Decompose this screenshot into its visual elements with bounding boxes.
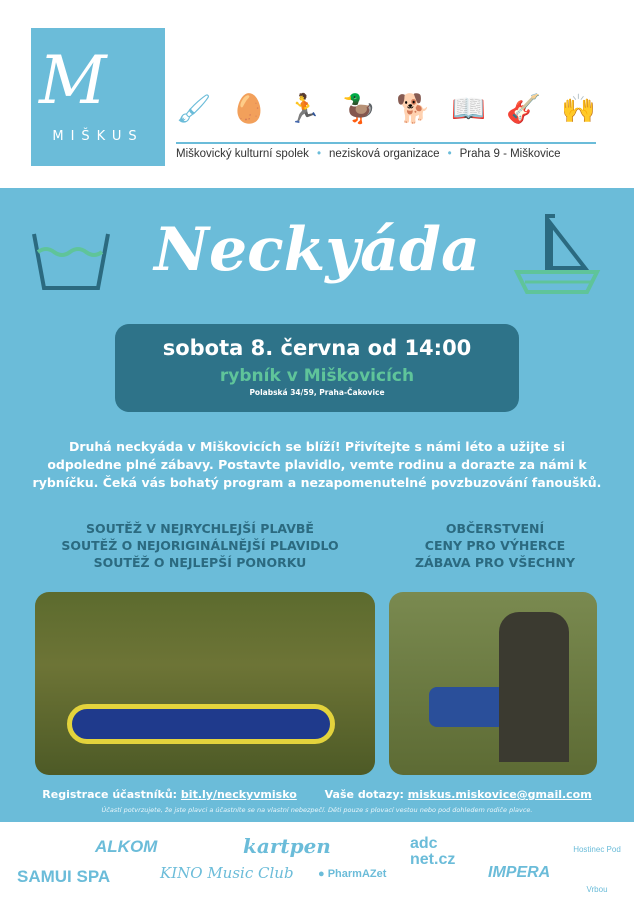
tagline-type: nezisková organizace: [328, 148, 440, 160]
event-date: sobota 8. června od 14:00: [162, 336, 472, 360]
photo-inflatable-boat: [35, 592, 375, 775]
logo-mark: M: [39, 42, 107, 119]
sponsor-kartpen: kartpen: [243, 834, 331, 858]
safety-note: Účastí potvrzujete, že jste plavci a účastníte se na vlastní nebezpečí. Děti pouze s plovací vestou nebo pod dohledem rodiče plavce.: [101, 806, 533, 814]
tagline-location: Praha 9 - Miškovice: [459, 148, 561, 160]
sponsor-samui: SAMUI SPA: [17, 867, 111, 886]
sponsor-kino: KINO Music Club: [160, 864, 294, 882]
activity-icons: [176, 92, 596, 125]
sponsor-adcnet: adc net.cz: [410, 835, 456, 868]
list-item: SOUTĚŽ O NEJLEPŠÍ PONORKU: [93, 555, 307, 570]
pharmazet-text: PharmAZet: [327, 868, 387, 880]
miskus-logo: [31, 28, 165, 166]
logo-text: MIŠKUS: [52, 129, 144, 144]
event-address: Polabská 34/59, Praha-Čakovice: [249, 388, 385, 397]
dancer-icon: 🙌: [561, 92, 596, 125]
list-item: ZÁBAVA PRO VŠECHNY: [414, 555, 576, 570]
event-place: rybník v Miškovicích: [219, 366, 415, 386]
registration-label: Registrace účastníků:: [42, 788, 178, 801]
contact-line: [0, 788, 634, 801]
tagline-org: Miškovický kulturní spolek: [176, 148, 309, 160]
dog-icon: 🐕: [396, 92, 432, 125]
guitar-icon: 🎸: [506, 92, 542, 125]
tagline: Miškovický kulturní spolek • nezisková organizace • Praha 9 - Miškovice: [176, 148, 561, 160]
event-info-box: [115, 324, 519, 412]
sponsor-impera: IMPERA: [488, 864, 551, 881]
sponsor-alkom: ALKOM: [95, 837, 158, 856]
list-item: SOUTĚŽ V NEJRYCHLEJŠÍ PLAVBĚ: [86, 521, 314, 536]
paintbrush-icon: 🖌: [176, 92, 212, 125]
list-item: OBČERSTVENÍ: [445, 521, 545, 536]
event-title: Neckyáda: [154, 215, 480, 285]
event-description: Druhá neckyáda v Miškovicích se blíží! Přivítejte s námi léto a užijte si odpoledne plné zábavy. Postavte plavidlo, vemte rodinu a dorazte za námi k rybníčku. Čeká vás bohatý program a nezapomenutelné povzbuzování fanoušků.: [32, 439, 602, 490]
email-link[interactable]: miskus.miskovice@gmail.com: [407, 788, 592, 801]
duck-icon: 🦆: [341, 92, 377, 125]
competitions-list: [40, 520, 360, 571]
divider: [176, 142, 596, 144]
easter-eggs-icon: 🥚: [231, 92, 267, 125]
photo-child-in-boat: [389, 592, 597, 775]
sponsor-pharmazet: ● PharmAZet: [318, 868, 387, 880]
book-icon: 📖: [451, 92, 487, 125]
list-item: CENY PRO VÝHERCE: [424, 538, 566, 553]
runner-icon: 🏃: [286, 92, 322, 125]
extras-list: [390, 520, 600, 571]
questions-label: Vaše dotazy:: [324, 788, 404, 801]
sponsor-hostinec: Hostinec Pod Vrbou: [573, 845, 621, 894]
registration-link[interactable]: bit.ly/neckyvmisko: [180, 788, 297, 801]
list-item: SOUTĚŽ O NEJORIGINÁLNĚJŠÍ PLAVIDLO: [61, 538, 339, 553]
